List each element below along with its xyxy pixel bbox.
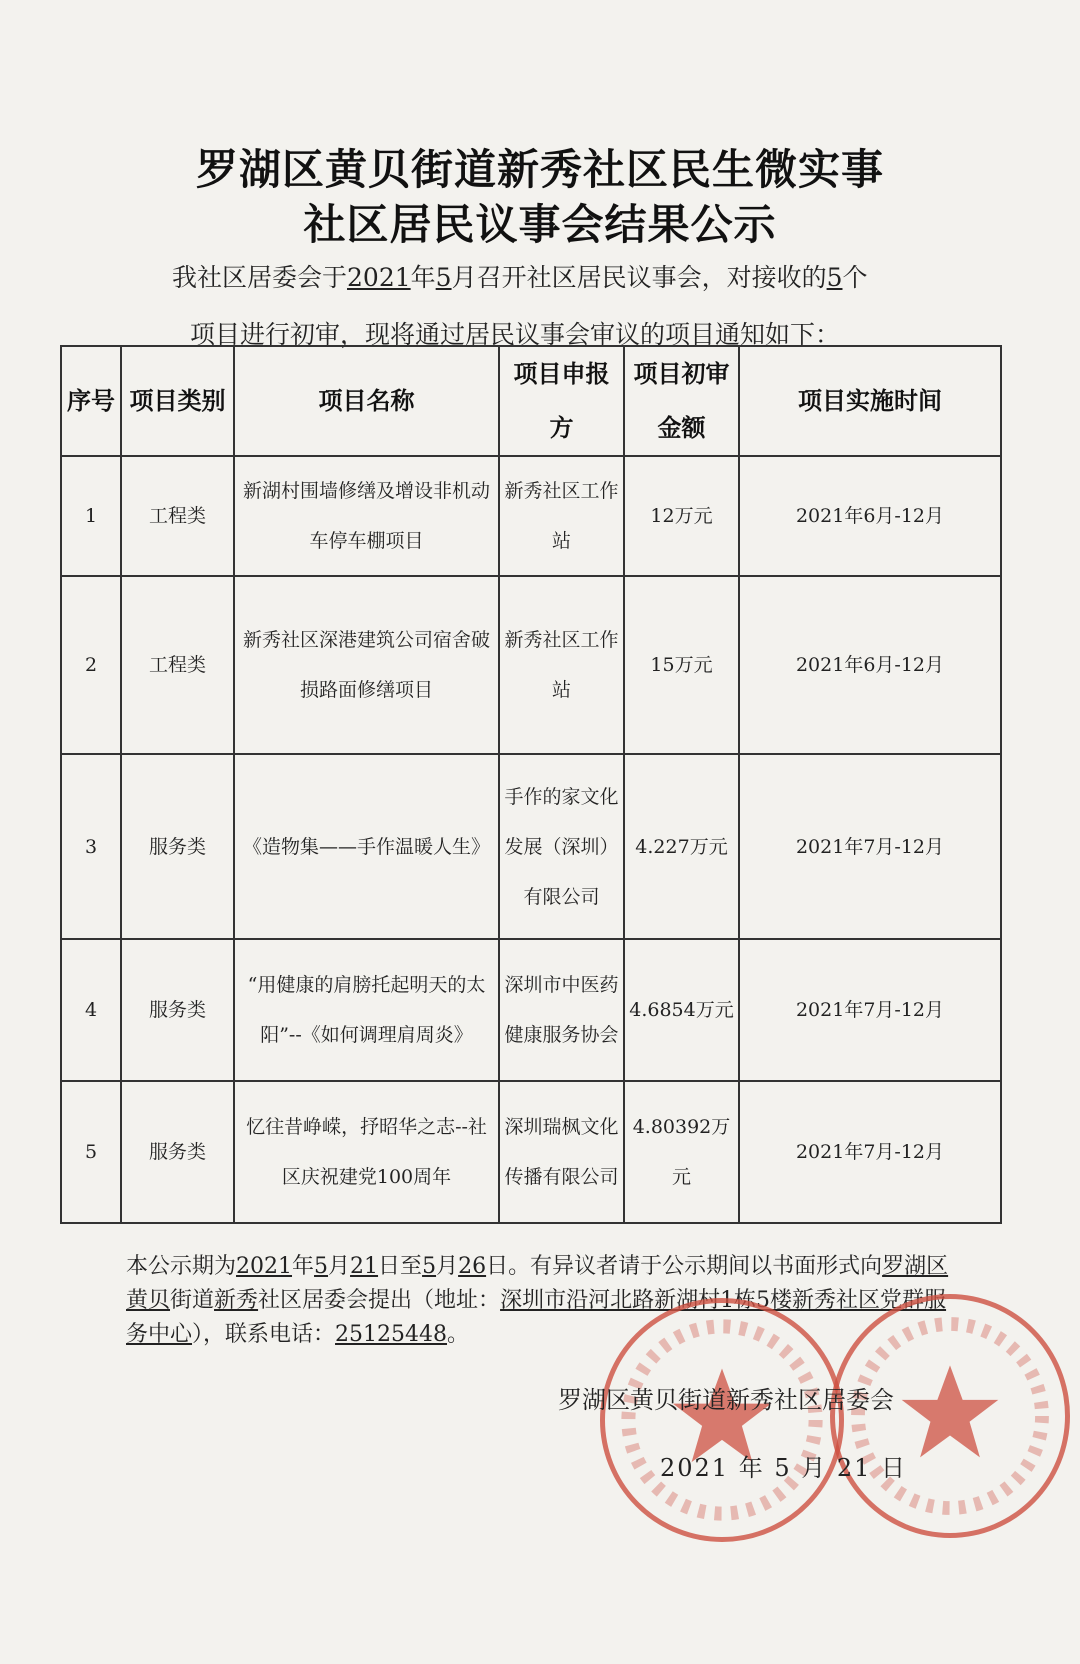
cell-no: 3 [61, 754, 121, 939]
document-title-line-2: 社区居民议事会结果公示 [303, 200, 777, 249]
cell-period: 2021年7月-12月 [739, 754, 1001, 939]
intro-line-1: 我社区居委会于2021年5月召开社区居民议事会，对接收的5个 [172, 263, 868, 292]
public-notice-text: 本公示期为2021年5月21日至5月26日。有异议者请于公示期间以书面形式向罗湖区黄贝街道新秀社区居委会提出（地址：深圳市沿河北路新湖村1栋5楼新秀社区党群服务中心），联系电话：25125448。 [126, 1254, 949, 1347]
issue-date: 2021 年 5 月 21 日 [660, 1454, 908, 1482]
cell-period: 2021年7月-12月 [739, 939, 1001, 1081]
header-category: 项目类别 [121, 346, 234, 456]
header-applicant: 项目申报方 [499, 346, 624, 456]
cell-category: 服务类 [121, 754, 234, 939]
cell-applicant: 新秀社区工作站 [499, 456, 624, 576]
cell-no: 5 [61, 1081, 121, 1223]
cell-name: 忆往昔峥嵘，抒昭华之志--社区庆祝建党100周年 [234, 1081, 499, 1223]
header-amount: 项目初审金额 [624, 346, 739, 456]
cell-name: “用健康的肩膀托起明天的太阳”--《如何调理肩周炎》 [234, 939, 499, 1081]
cell-name: 《造物集——手作温暖人生》 [234, 754, 499, 939]
cell-amount: 15万元 [624, 576, 739, 754]
table-row [61, 1081, 1001, 1223]
cell-amount: 4.227万元 [624, 754, 739, 939]
cell-applicant: 新秀社区工作站 [499, 576, 624, 754]
cell-no: 4 [61, 939, 121, 1081]
cell-category: 服务类 [121, 939, 234, 1081]
cell-applicant: 深圳瑞枫文化传播有限公司 [499, 1081, 624, 1223]
intro-line-2: 项目进行初审，现将通过居民议事会审议的项目通知如下： [190, 320, 841, 349]
cell-applicant: 手作的家文化发展（深圳）有限公司 [499, 754, 624, 939]
seal-star-icon [835, 1299, 1065, 1533]
official-seal-left [600, 1298, 844, 1542]
cell-amount: 4.6854万元 [624, 939, 739, 1081]
table-row [61, 754, 1001, 939]
header-no: 序号 [61, 346, 121, 456]
table-row [61, 939, 1001, 1081]
cell-category: 工程类 [121, 576, 234, 754]
official-seal-right [830, 1294, 1070, 1538]
header-name: 项目名称 [234, 346, 499, 456]
seal-star-icon [605, 1303, 839, 1537]
cell-amount: 4.80392万元 [624, 1081, 739, 1223]
issuer-signature: 罗湖区黄贝街道新秀社区居委会 [558, 1386, 894, 1414]
cell-period: 2021年7月-12月 [739, 1081, 1001, 1223]
cell-name: 新湖村围墙修缮及增设非机动车停车棚项目 [234, 456, 499, 576]
table-row [61, 576, 1001, 754]
project-table [60, 345, 1002, 1224]
cell-applicant: 深圳市中医药健康服务协会 [499, 939, 624, 1081]
cell-category: 工程类 [121, 456, 234, 576]
cell-no: 2 [61, 576, 121, 754]
cell-amount: 12万元 [624, 456, 739, 576]
cell-no: 1 [61, 456, 121, 576]
cell-category: 服务类 [121, 1081, 234, 1223]
cell-name: 新秀社区深港建筑公司宿舍破损路面修缮项目 [234, 576, 499, 754]
cell-period: 2021年6月-12月 [739, 576, 1001, 754]
header-period: 项目实施时间 [739, 346, 1001, 456]
table-row [61, 456, 1001, 576]
table-header-row [61, 346, 1001, 456]
document-title-line-1: 罗湖区黄贝街道新秀社区民生微实事 [195, 145, 884, 194]
cell-period: 2021年6月-12月 [739, 456, 1001, 576]
